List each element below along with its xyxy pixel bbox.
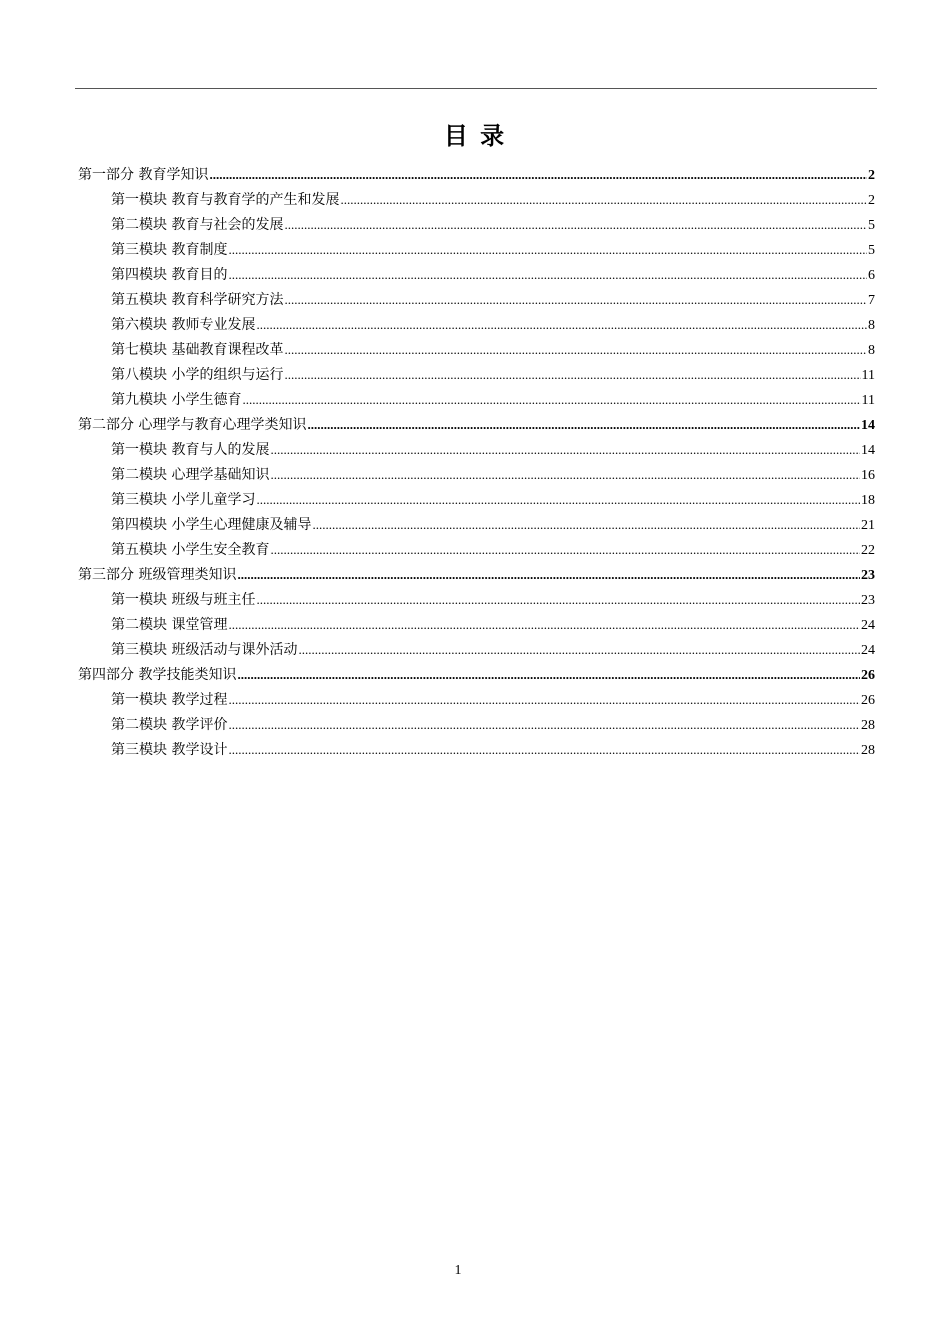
toc-entry-label: 第四模块 教育目的	[111, 267, 228, 283]
toc-module-entry[interactable]	[78, 737, 875, 762]
toc-entry-page: 23	[861, 593, 875, 608]
toc-module-entry[interactable]	[78, 262, 875, 287]
toc-entry-page: 5	[868, 218, 875, 233]
toc-entry-label: 第二模块 心理学基础知识	[111, 467, 270, 483]
header-rule	[75, 88, 877, 89]
dot-leader	[270, 537, 860, 562]
toc-part-entry[interactable]	[78, 162, 875, 187]
toc-module-entry[interactable]	[78, 612, 875, 637]
toc-entry-label: 第九模块 小学生德育	[111, 392, 242, 408]
toc-module-entry[interactable]	[78, 712, 875, 737]
toc-entry-label: 第四部分 教学技能类知识	[78, 667, 237, 683]
dot-leader	[270, 437, 860, 462]
toc-entry-label: 第七模块 基础教育课程改革	[111, 342, 284, 358]
toc-entry-page: 5	[868, 243, 875, 258]
toc-part-entry[interactable]	[78, 562, 875, 587]
dot-leader	[228, 712, 860, 737]
dot-leader	[256, 312, 867, 337]
dot-leader	[209, 162, 867, 187]
toc-entry-page: 11	[861, 368, 875, 383]
toc-entry-label: 第三模块 教学设计	[111, 742, 228, 758]
toc-entry-label: 第一模块 教育与人的发展	[111, 442, 270, 458]
toc-entry-page: 2	[868, 193, 875, 208]
toc-module-entry[interactable]	[78, 337, 875, 362]
toc-entry-page: 26	[861, 693, 875, 708]
toc-entry-page: 16	[861, 468, 875, 483]
toc-entry-label: 第三模块 班级活动与课外活动	[111, 642, 298, 658]
toc-module-entry[interactable]	[78, 462, 875, 487]
toc-module-entry[interactable]	[78, 587, 875, 612]
toc-entry-label: 第二模块 教育与社会的发展	[111, 217, 284, 233]
toc-entry-label: 第二模块 课堂管理	[111, 617, 228, 633]
toc-module-entry[interactable]	[78, 387, 875, 412]
toc-module-entry[interactable]	[78, 637, 875, 662]
toc-entry-label: 第五模块 小学生安全教育	[111, 542, 270, 558]
dot-leader	[242, 387, 860, 412]
dot-leader	[256, 487, 860, 512]
dot-leader	[270, 462, 860, 487]
toc-entry-page: 24	[861, 643, 875, 658]
dot-leader	[284, 362, 860, 387]
dot-leader	[284, 212, 867, 237]
toc-module-entry[interactable]	[78, 312, 875, 337]
toc-entry-page: 14	[861, 418, 875, 433]
toc-entry-label: 第四模块 小学生心理健康及辅导	[111, 517, 312, 533]
toc-entry-page: 11	[861, 393, 875, 408]
toc-entry-label: 第二部分 心理学与教育心理学类知识	[78, 417, 307, 433]
dot-leader	[228, 237, 867, 262]
toc-list	[78, 162, 875, 762]
toc-entry-page: 26	[861, 668, 875, 683]
toc-module-entry[interactable]	[78, 362, 875, 387]
toc-entry-label: 第三模块 小学儿童学习	[111, 492, 256, 508]
dot-leader	[228, 737, 860, 762]
dot-leader	[298, 637, 860, 662]
dot-leader	[284, 337, 867, 362]
toc-entry-label: 第一模块 班级与班主任	[111, 592, 256, 608]
page-number: 1	[454, 1263, 462, 1278]
toc-module-entry[interactable]	[78, 237, 875, 262]
toc-part-entry[interactable]	[78, 412, 875, 437]
toc-module-entry[interactable]	[78, 512, 875, 537]
toc-entry-page: 21	[861, 518, 875, 533]
toc-entry-label: 第二模块 教学评价	[111, 717, 228, 733]
dot-leader	[228, 612, 860, 637]
toc-part-entry[interactable]	[78, 662, 875, 687]
toc-entry-label: 第一模块 教育与教育学的产生和发展	[111, 192, 340, 208]
dot-leader	[256, 587, 860, 612]
toc-entry-page: 24	[861, 618, 875, 633]
dot-leader	[228, 687, 860, 712]
toc-entry-page: 28	[861, 718, 875, 733]
toc-module-entry[interactable]	[78, 687, 875, 712]
dot-leader	[340, 187, 867, 212]
toc-entry-label: 第一部分 教育学知识	[78, 167, 209, 183]
dot-leader	[307, 412, 860, 437]
toc-entry-label: 第一模块 教学过程	[111, 692, 228, 708]
toc-entry-label: 第三模块 教育制度	[111, 242, 228, 258]
toc-module-entry[interactable]	[78, 187, 875, 212]
toc-module-entry[interactable]	[78, 212, 875, 237]
toc-entry-page: 14	[861, 443, 875, 458]
toc-entry-page: 18	[861, 493, 875, 508]
dot-leader	[312, 512, 860, 537]
dot-leader	[284, 287, 867, 312]
dot-leader	[237, 562, 860, 587]
toc-entry-page: 23	[861, 568, 875, 583]
toc-entry-page: 7	[868, 293, 875, 308]
toc-entry-page: 8	[868, 343, 875, 358]
toc-entry-label: 第八模块 小学的组织与运行	[111, 367, 284, 383]
toc-entry-page: 6	[868, 268, 875, 283]
toc-entry-label: 第三部分 班级管理类知识	[78, 567, 237, 583]
toc-entry-label: 第六模块 教师专业发展	[111, 317, 256, 333]
toc-module-entry[interactable]	[78, 487, 875, 512]
toc-entry-page: 22	[861, 543, 875, 558]
toc-entry-label: 第五模块 教育科学研究方法	[111, 292, 284, 308]
toc-module-entry[interactable]	[78, 437, 875, 462]
toc-entry-page: 28	[861, 743, 875, 758]
dot-leader	[228, 262, 867, 287]
dot-leader	[237, 662, 860, 687]
toc-module-entry[interactable]	[78, 537, 875, 562]
toc-module-entry[interactable]	[78, 287, 875, 312]
toc-entry-page: 2	[868, 168, 875, 183]
toc-entry-page: 8	[868, 318, 875, 333]
toc-title: 目 录	[443, 121, 507, 150]
